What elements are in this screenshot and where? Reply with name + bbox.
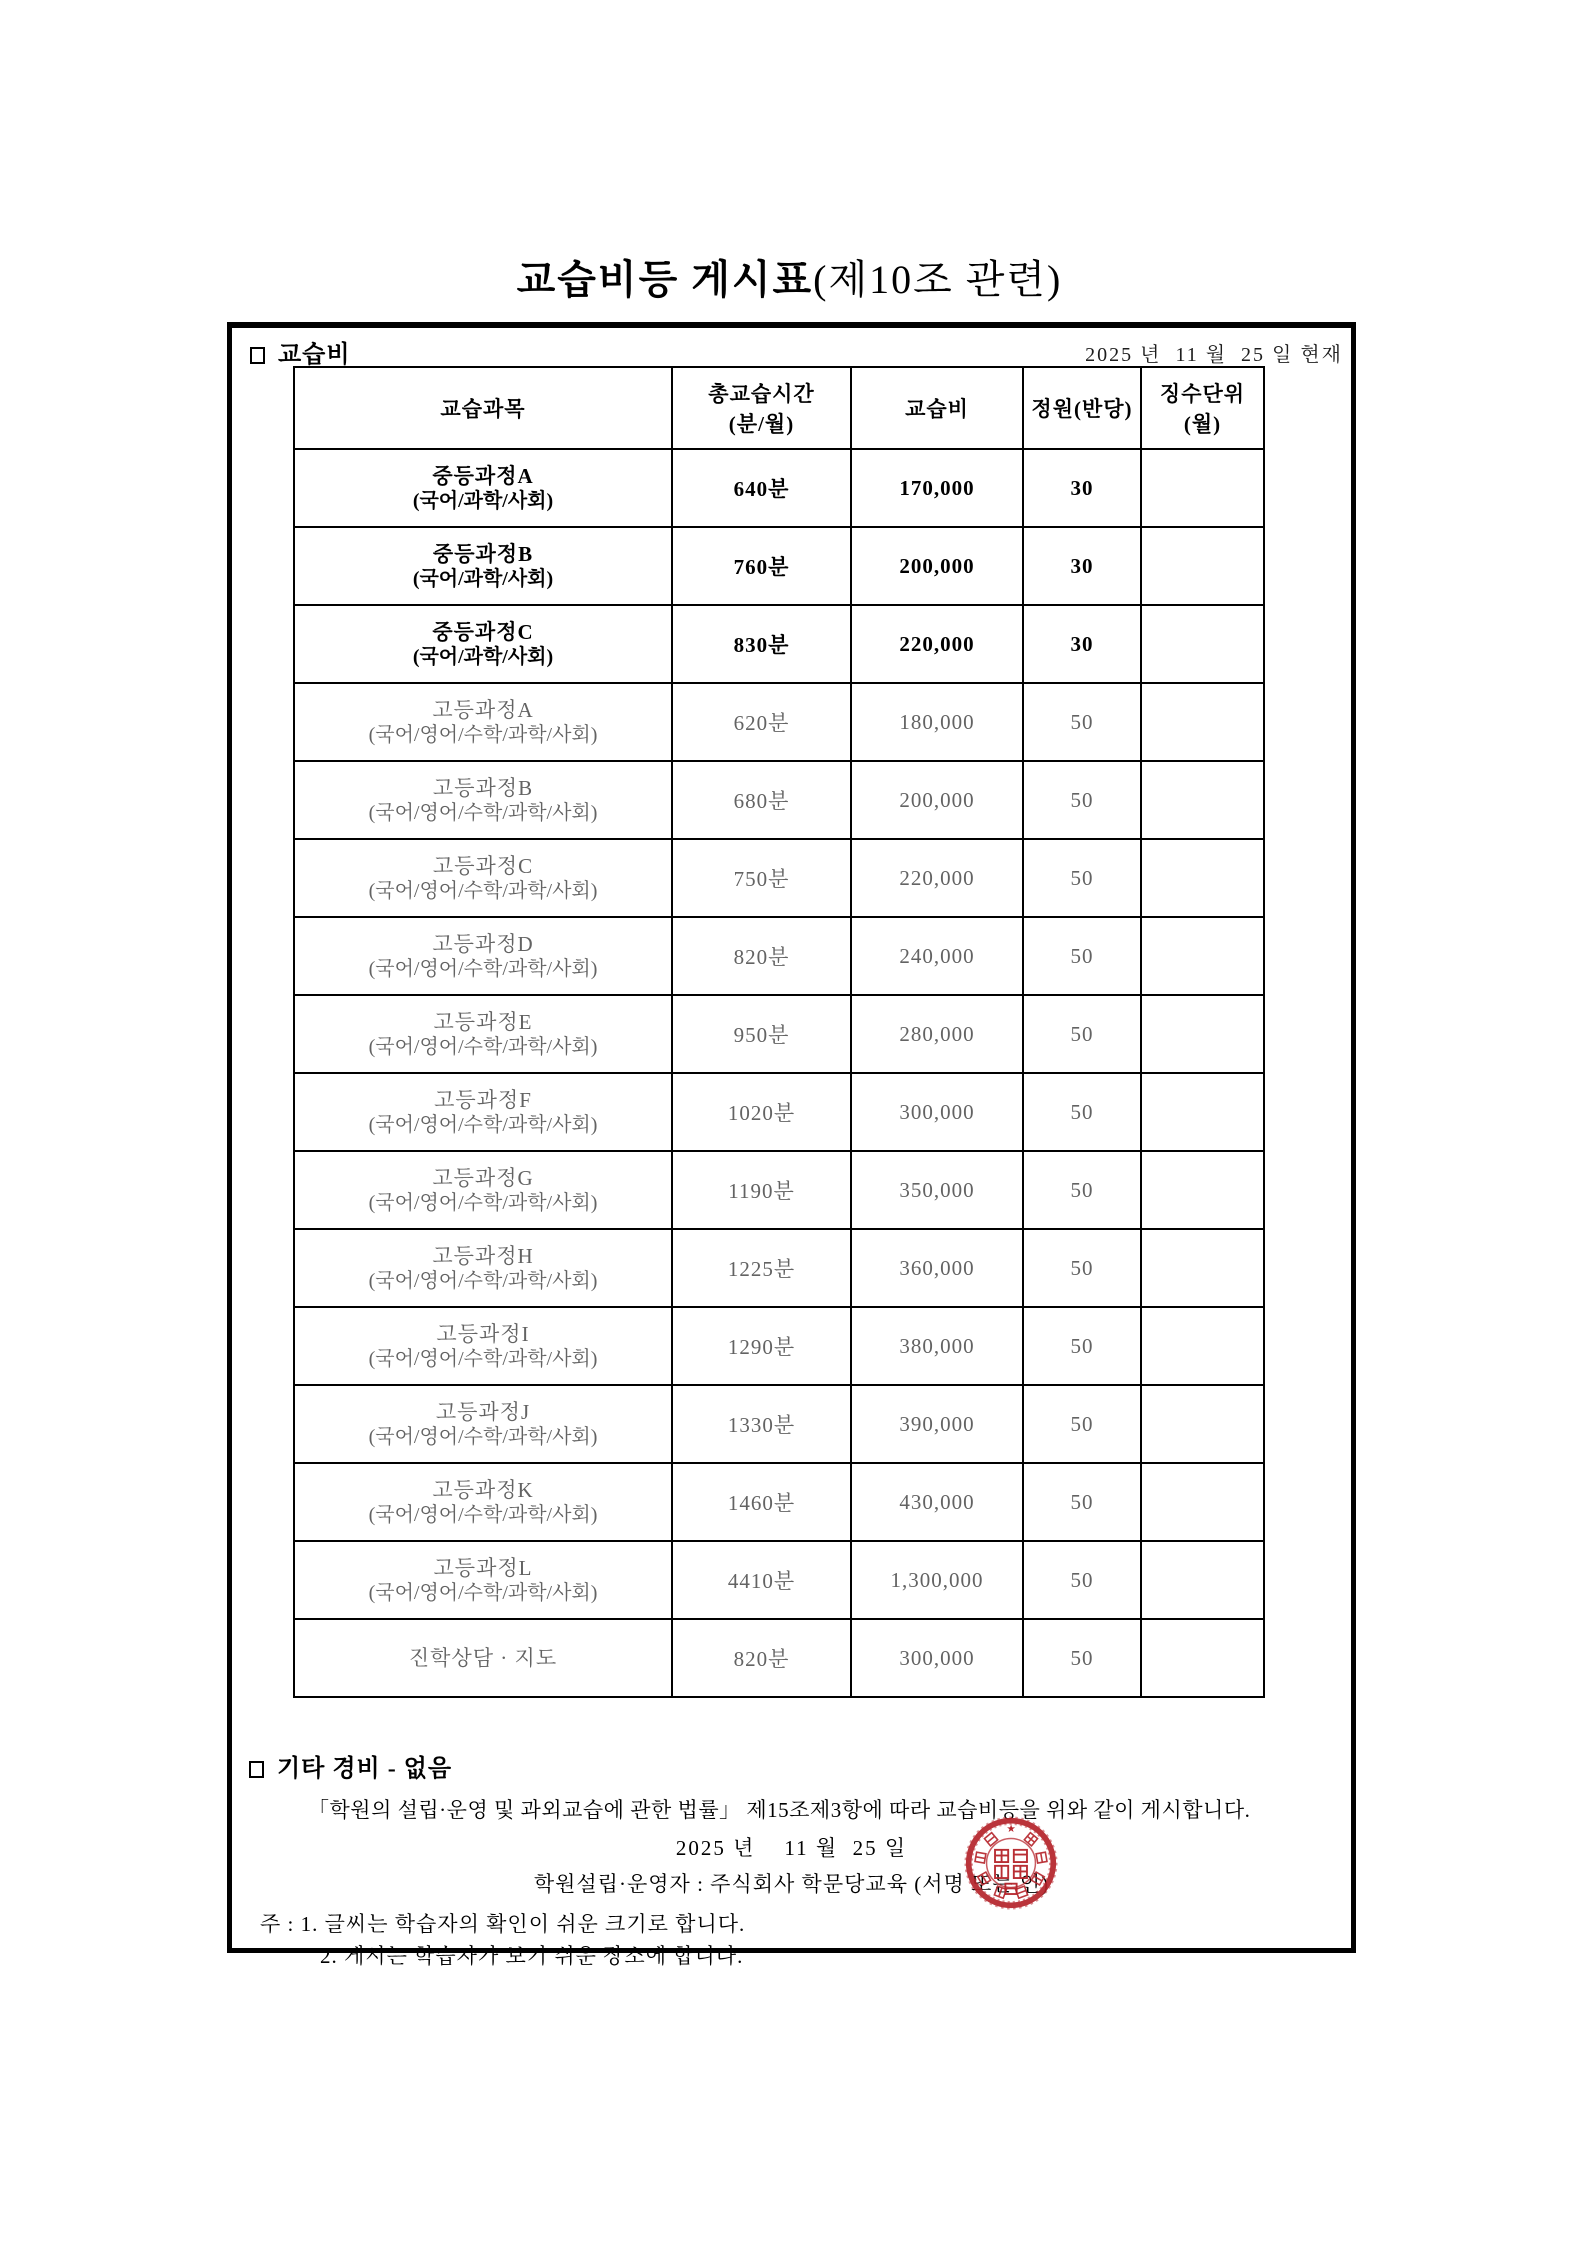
fee-cell: 300,000: [851, 1619, 1023, 1697]
course-name: 중등과정C: [432, 619, 534, 644]
table-row: [294, 1073, 1264, 1151]
course-subjects: (국어/영어/수학/과학/사회): [368, 802, 598, 825]
unit-cell: [1141, 761, 1264, 839]
course-name: 진학상담 · 지도: [408, 1645, 558, 1670]
course-cell: [294, 995, 672, 1073]
fee-cell: 350,000: [851, 1151, 1023, 1229]
course-subjects: (국어/영어/수학/과학/사회): [368, 1504, 598, 1527]
col-header-billing-unit: 징수단위 (월): [1141, 367, 1264, 449]
table-row: [294, 1229, 1264, 1307]
minutes-cell: 760분: [672, 527, 851, 605]
course-subjects: (국어/영어/수학/과학/사회): [368, 1036, 598, 1059]
course-name: 중등과정A: [432, 463, 534, 488]
minutes-cell: 820분: [672, 1619, 851, 1697]
course-name: 고등과정K: [432, 1477, 534, 1502]
fee-cell: 1,300,000: [851, 1541, 1023, 1619]
course-cell: [294, 1229, 672, 1307]
fee-cell: 200,000: [851, 527, 1023, 605]
course-cell: [294, 1385, 672, 1463]
unit-cell: [1141, 1229, 1264, 1307]
unit-cell: [1141, 449, 1264, 527]
course-name: 고등과정J: [435, 1399, 531, 1424]
table-row: [294, 1385, 1264, 1463]
table-row: [294, 917, 1264, 995]
minutes-cell: 1020분: [672, 1073, 851, 1151]
fee-cell: 220,000: [851, 605, 1023, 683]
fee-cell: 430,000: [851, 1463, 1023, 1541]
course-cell: [294, 1151, 672, 1229]
capacity-cell: 50: [1023, 1307, 1141, 1385]
capacity-cell: 50: [1023, 1229, 1141, 1307]
course-cell: [294, 683, 672, 761]
unit-cell: [1141, 605, 1264, 683]
unit-cell: [1141, 839, 1264, 917]
course-cell: [294, 527, 672, 605]
minutes-cell: 1190분: [672, 1151, 851, 1229]
fee-cell: 280,000: [851, 995, 1023, 1073]
col-header-total-minutes: 총교습시간 (분/월): [672, 367, 851, 449]
course-name: 고등과정G: [432, 1165, 534, 1190]
capacity-cell: 30: [1023, 449, 1141, 527]
table-row: [294, 761, 1264, 839]
table-row: [294, 605, 1264, 683]
capacity-cell: 50: [1023, 1619, 1141, 1697]
content-frame: [227, 322, 1356, 1968]
course-subjects: (국어/영어/수학/과학/사회): [368, 1426, 598, 1449]
corporate-seal-stamp: [964, 1816, 1058, 1910]
minutes-cell: 1460분: [672, 1463, 851, 1541]
capacity-cell: 50: [1023, 761, 1141, 839]
table-row: [294, 1463, 1264, 1541]
course-cell: [294, 1619, 672, 1697]
unit-cell: [1141, 917, 1264, 995]
course-subjects: (국어/영어/수학/과학/사회): [368, 1582, 598, 1605]
minutes-cell: 680분: [672, 761, 851, 839]
course-subjects: (국어/영어/수학/과학/사회): [368, 958, 598, 981]
tuition-fee-table: [293, 366, 1265, 1698]
operator-signature-line: 학원설립·운영자 : 주식회사 학문당교육 (서명 또는 인): [533, 1872, 1050, 1896]
course-subjects: (국어/과학/사회): [412, 568, 554, 591]
law-statement: 「학원의 설립·운영 및 과외교습에 관한 법률」 제15조제3항에 따라 교습비등을 위와 같이 게시합니다.: [308, 1798, 1251, 1822]
capacity-cell: 50: [1023, 917, 1141, 995]
course-name: 중등과정B: [432, 541, 534, 566]
course-cell: [294, 1307, 672, 1385]
unit-cell: [1141, 1073, 1264, 1151]
fee-cell: 380,000: [851, 1307, 1023, 1385]
unit-cell: [1141, 995, 1264, 1073]
unit-cell: [1141, 1619, 1264, 1697]
section-tuition-label: [250, 334, 351, 369]
course-subjects: (국어/영어/수학/과학/사회): [368, 1192, 598, 1215]
table-row: [294, 995, 1264, 1073]
course-subjects: (국어/영어/수학/과학/사회): [368, 1348, 598, 1371]
course-name: 고등과정L: [433, 1555, 533, 1580]
minutes-cell: 830분: [672, 605, 851, 683]
capacity-cell: 50: [1023, 839, 1141, 917]
fee-cell: 200,000: [851, 761, 1023, 839]
minutes-cell: 620분: [672, 683, 851, 761]
fee-cell: 240,000: [851, 917, 1023, 995]
table-row: [294, 527, 1264, 605]
course-cell: [294, 839, 672, 917]
table-row: [294, 1619, 1264, 1697]
col-header-capacity: 정원(반당): [1023, 367, 1141, 449]
fee-cell: 180,000: [851, 683, 1023, 761]
note-line-1: 주 : 1. 글씨는 학습자의 확인이 쉬운 크기로 합니다.: [260, 1912, 746, 1936]
course-subjects: (국어/과학/사회): [412, 646, 554, 669]
capacity-cell: 50: [1023, 1073, 1141, 1151]
course-name: 고등과정C: [432, 853, 534, 878]
note-line-2: 2. 게시는 학습자가 보기 쉬운 장소에 합니다.: [320, 1944, 744, 1968]
course-cell: [294, 605, 672, 683]
course-cell: [294, 1541, 672, 1619]
course-name: 고등과정I: [436, 1321, 530, 1346]
course-cell: [294, 449, 672, 527]
minutes-cell: 750분: [672, 839, 851, 917]
fee-cell: 390,000: [851, 1385, 1023, 1463]
minutes-cell: 820분: [672, 917, 851, 995]
unit-cell: [1141, 1307, 1264, 1385]
unit-cell: [1141, 527, 1264, 605]
course-cell: [294, 761, 672, 839]
capacity-cell: 50: [1023, 1151, 1141, 1229]
minutes-cell: 950분: [672, 995, 851, 1073]
col-header-fee: 교습비: [851, 367, 1023, 449]
capacity-cell: 30: [1023, 527, 1141, 605]
capacity-cell: 50: [1023, 995, 1141, 1073]
table-header-row: [294, 367, 1264, 449]
minutes-cell: 1330분: [672, 1385, 851, 1463]
course-subjects: (국어/영어/수학/과학/사회): [368, 880, 598, 903]
section-label-text: 교습비: [278, 342, 351, 368]
table-row: [294, 449, 1264, 527]
fee-cell: 360,000: [851, 1229, 1023, 1307]
capacity-cell: 50: [1023, 1541, 1141, 1619]
unit-cell: [1141, 683, 1264, 761]
table-row: [294, 839, 1264, 917]
course-name: 고등과정F: [434, 1087, 532, 1112]
course-cell: [294, 1073, 672, 1151]
course-name: 고등과정A: [432, 697, 534, 722]
minutes-cell: 1290분: [672, 1307, 851, 1385]
course-subjects: (국어/영어/수학/과학/사회): [368, 1114, 598, 1137]
table-row: [294, 1541, 1264, 1619]
unit-cell: [1141, 1541, 1264, 1619]
course-subjects: (국어/영어/수학/과학/사회): [368, 724, 598, 747]
unit-cell: [1141, 1151, 1264, 1229]
capacity-cell: 50: [1023, 1463, 1141, 1541]
table-row: [294, 1307, 1264, 1385]
course-subjects: (국어/과학/사회): [412, 490, 554, 513]
checkbox-icon: [250, 347, 265, 364]
course-subjects: (국어/영어/수학/과학/사회): [368, 1270, 598, 1293]
course-name: 고등과정D: [432, 931, 534, 956]
checkbox-icon: [249, 1761, 264, 1778]
unit-cell: [1141, 1463, 1264, 1541]
course-name: 고등과정B: [432, 775, 534, 800]
course-cell: [294, 917, 672, 995]
other-fees-text: 기타 경비 - 없음: [277, 1756, 453, 1782]
title-suffix: (제10조 관련): [813, 257, 1063, 302]
course-cell: [294, 1463, 672, 1541]
title-main: 교습비등 게시표: [516, 257, 814, 302]
course-name: 고등과정H: [432, 1243, 534, 1268]
fee-cell: 300,000: [851, 1073, 1023, 1151]
minutes-cell: 1225분: [672, 1229, 851, 1307]
minutes-cell: 640분: [672, 449, 851, 527]
seal-star-icon: ★: [1006, 1823, 1016, 1835]
capacity-cell: 50: [1023, 683, 1141, 761]
fee-cell: 220,000: [851, 839, 1023, 917]
page-title: [0, 248, 1579, 305]
as-of-date: 2025 년 11 월 25 일 현재: [1085, 344, 1343, 366]
col-header-subject: 교습과목: [294, 367, 672, 449]
course-name: 고등과정E: [433, 1009, 533, 1034]
minutes-cell: 4410분: [672, 1541, 851, 1619]
fee-cell: 170,000: [851, 449, 1023, 527]
other-fees-line: [249, 1748, 452, 1783]
table-row: [294, 1151, 1264, 1229]
capacity-cell: 30: [1023, 605, 1141, 683]
capacity-cell: 50: [1023, 1385, 1141, 1463]
issue-date: 2025 년 11 월 25 일: [675, 1836, 908, 1860]
unit-cell: [1141, 1385, 1264, 1463]
table-row: [294, 683, 1264, 761]
